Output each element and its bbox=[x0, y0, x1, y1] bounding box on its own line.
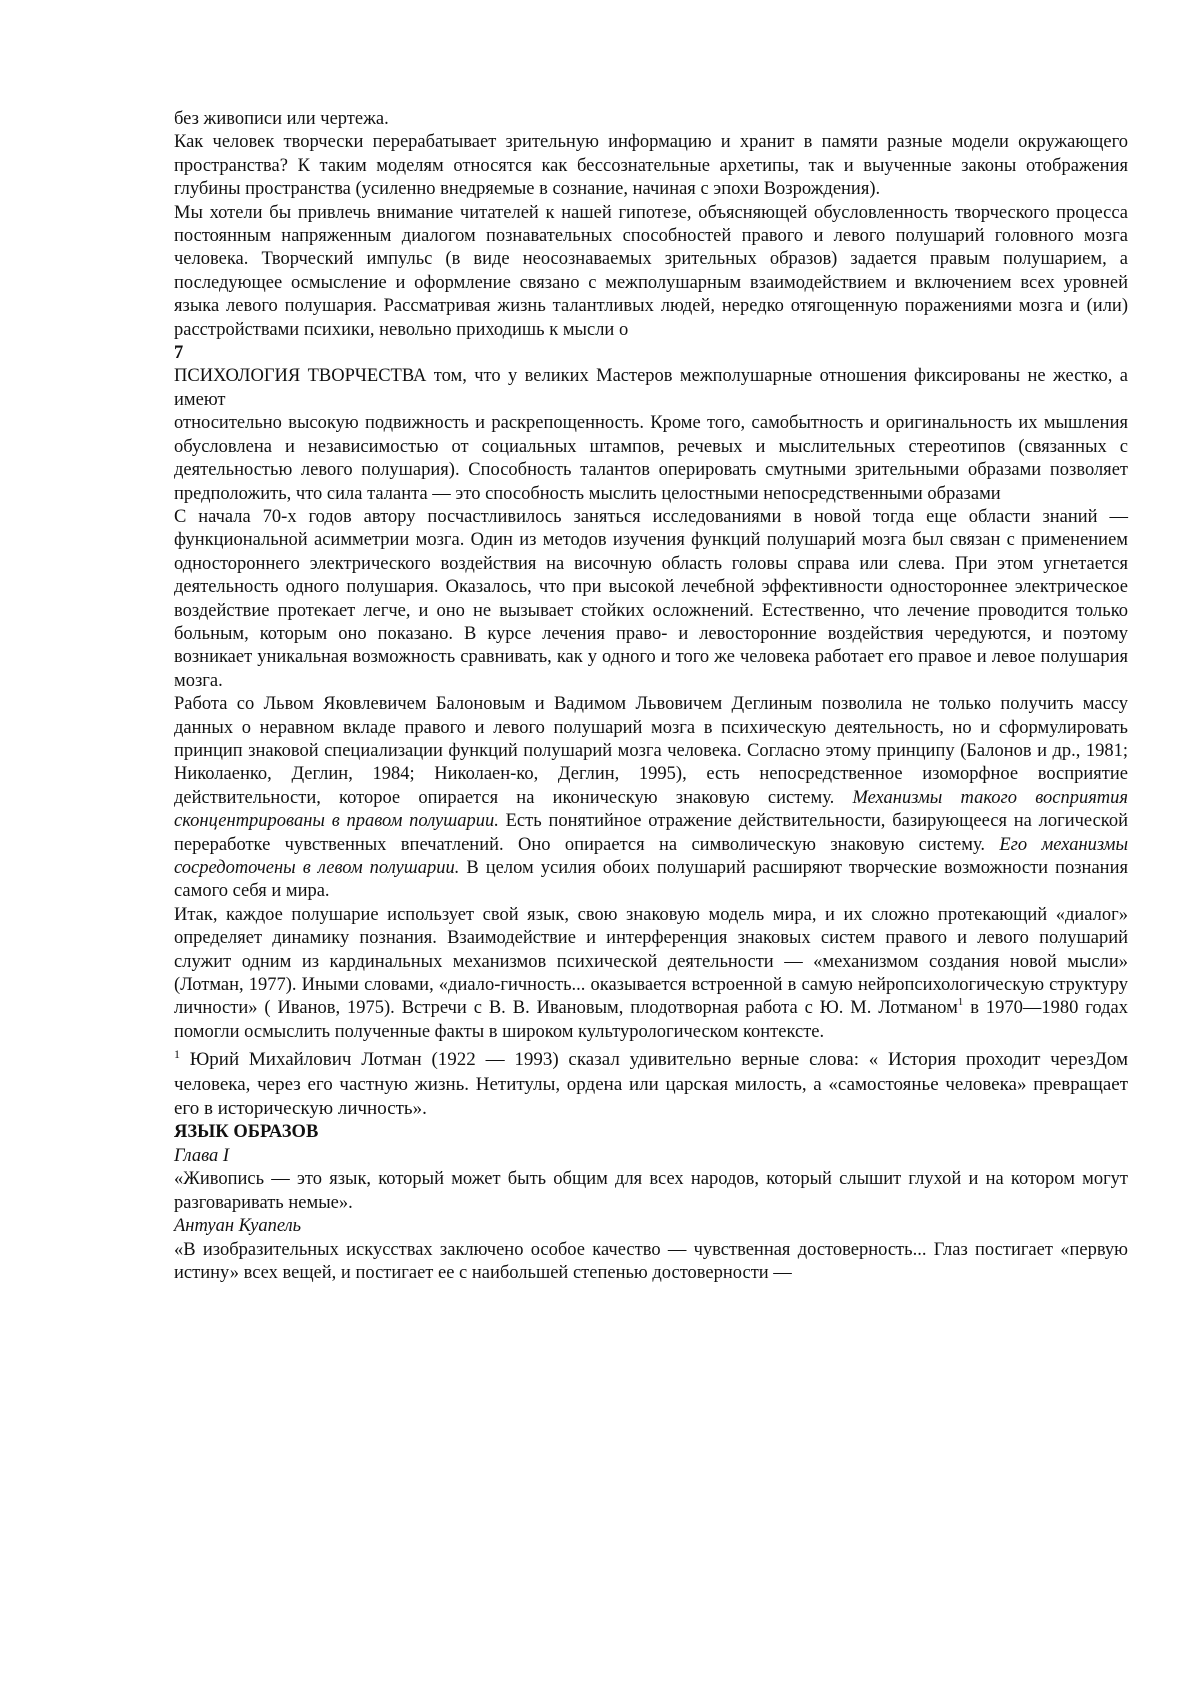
epigraph-quote-second: «В изобразительных искусствах заключено особое качество — чувственная достоверность... Глаз постигает «первую истину» всех вещей, и постигает ее с наибольшей степенью достоверности — bbox=[174, 1239, 1128, 1283]
page-number: 7 bbox=[174, 343, 184, 364]
epigraph-quote: «Живопись — это язык, который может быть общим для всех народов, который слышит глухой и на котором могут разговаривать немые». bbox=[174, 1169, 1128, 1213]
text-run: Есть понятийное отражение действительности, базирующееся на логической переработке чувственных впечатлений. Оно опирается на символическую знаковую систему. bbox=[174, 811, 1128, 855]
footnote-marker: 1 bbox=[174, 1047, 180, 1062]
paragraph-continuation: без живописи или чертежа. bbox=[174, 109, 389, 129]
text-run: В целом усилия обоих полушарий расширяют творческие возможности познания самого себя и мира. bbox=[174, 858, 1128, 902]
text-run: Работа со Львом Яковлевичем Балоновым и Вадимом Львовичем Деглиным позволила не только получить массу данных о неравном вкладе правого и левого полушарий мозга в психическую деятельность, но и сформулировать принцип знаковой специализации функций полушарий мозга человека. Согласно этому принципу (Балонов и др., 1981; Николаенко, Деглин, 1984; Николаен-ко, Деглин, 1995), есть непосредственное изоморфное восприятие действительности, которое опирается на иконическую знаковую систему. bbox=[174, 694, 1128, 808]
epigraph-author: Антуан Куапель bbox=[174, 1216, 302, 1237]
document-page bbox=[174, 108, 1128, 1285]
chapter-label: Глава I bbox=[174, 1145, 230, 1166]
paragraph-hypothesis: Мы хотели бы привлечь внимание читателей к нашей гипотезе, объясняющей обусловленность творческого процесса постоянным напряженным диалогом познавательных способностей правого и левого полушарий головного мозга человека. Творческий импульс (в виде неосознаваемых зрительных образов) задается правым полушарием, а последующее осмысление и оформление связано с межполушарным взаимодействием и включением всех уровней языка левого полушария. Рассматривая жизнь талантливых людей, нередко отягощенную поражениями мозга и (или) расстройствами психики, невольно приходишь к мысли о bbox=[174, 202, 1128, 340]
paragraph-sign-specialization bbox=[174, 693, 1128, 904]
paragraph-spatial-models: Как человек творчески перерабатывает зрительную информацию и хранит в памяти разные модели окружающего пространства? К таким моделям относятся как бессознательные архетипы, так и выученные законы отображения глубины пространства (усиленно внедряемые в сознание, начиная с эпохи Возрождения). bbox=[174, 132, 1128, 200]
paragraph-dialogue bbox=[174, 904, 1128, 1044]
text-run: Итак, каждое полушарие использует свой язык, свою знаковую модель мира, и их сложно протекающий «диалог» определяет динамику познания. Взаимодействие и интерференция знаковых систем правого и левого полушарий служит одним из кардинальных механизмов психической деятельности — «механизмом создания новой мысли» (Лотман, 1977). Иными словами, «диало-гичность... оказывается встроенной в самую нейропсихологическую структуру личности» ( Иванов, 1975). Встречи с В. В. Ивановым, плодотворная работа с Ю. М. Лотманом bbox=[174, 904, 1128, 1019]
paragraph-mobility: относительно высокую подвижность и раскрепощенность. Кроме того, самобытность и оригинальность их мышления обусловлена и независимостью от социальных штампов, речевых и мыслительных стереотипов (связанных с деятельностью левого полушария). Способность талантов оперировать смутными зрительными образами позволяет предположить, что сила таланта — это способность мыслить целостными непосредственными образами bbox=[174, 413, 1128, 504]
emphasis-left-hemisphere: Его механизмы сосредоточены в левом полушарии. bbox=[174, 834, 1129, 878]
running-head: ПСИХОЛОГИЯ ТВОРЧЕСТВА bbox=[174, 366, 427, 387]
footnote-reference[interactable]: 1 bbox=[957, 996, 964, 1009]
emphasis-right-hemisphere: Механизмы такого восприятия сконцентрированы в правом полушарии. bbox=[174, 787, 1128, 832]
chapter-title: ЯЗЫК ОБРАЗОВ bbox=[174, 1122, 319, 1143]
paragraph-running-head-line bbox=[174, 365, 1128, 412]
footnote-text: Юрий Михайлович Лотман (1922 — 1993) сказал удивительно верные слова: « История проходит черезДом человека, через его частную жизнь. Нетитулы, ордена или царская милость, а «самостоянье человека» превращает его в историческую личность». bbox=[174, 1049, 1128, 1120]
text-run: в 1970—1980 годах помогли осмыслить полученные факты в широком культурологическом контексте. bbox=[174, 998, 1129, 1042]
footnote bbox=[174, 1048, 1128, 1121]
paragraph-asymmetry-research: С начала 70-х годов автору посчастливилось заняться исследованиями в новой тогда еще области знаний — функциональной асимметрии мозга. Один из методов изучения функций полушарий мозга был связан с применением одностороннего электрического воздействия на височную область головы справа или слева. При этом угнетается деятельность одного полушария. Оказалось, что при высокой лечебной эффективности одностороннее электрическое воздействие протекает легче, и оно не вызывает стойких осложнений. Естественно, что лечение проводится только больным, которым оно показано. В курсе лечения право- и левосторонние воздействия чередуются, и поэтому возникает уникальная возможность сравнивать, как у одного и того же человека работает его правое и левое полушария мозга. bbox=[174, 506, 1128, 691]
paragraph-masters: том, что у великих Мастеров межполушарные отношения фиксированы не жестко, а имеют bbox=[174, 366, 1128, 410]
